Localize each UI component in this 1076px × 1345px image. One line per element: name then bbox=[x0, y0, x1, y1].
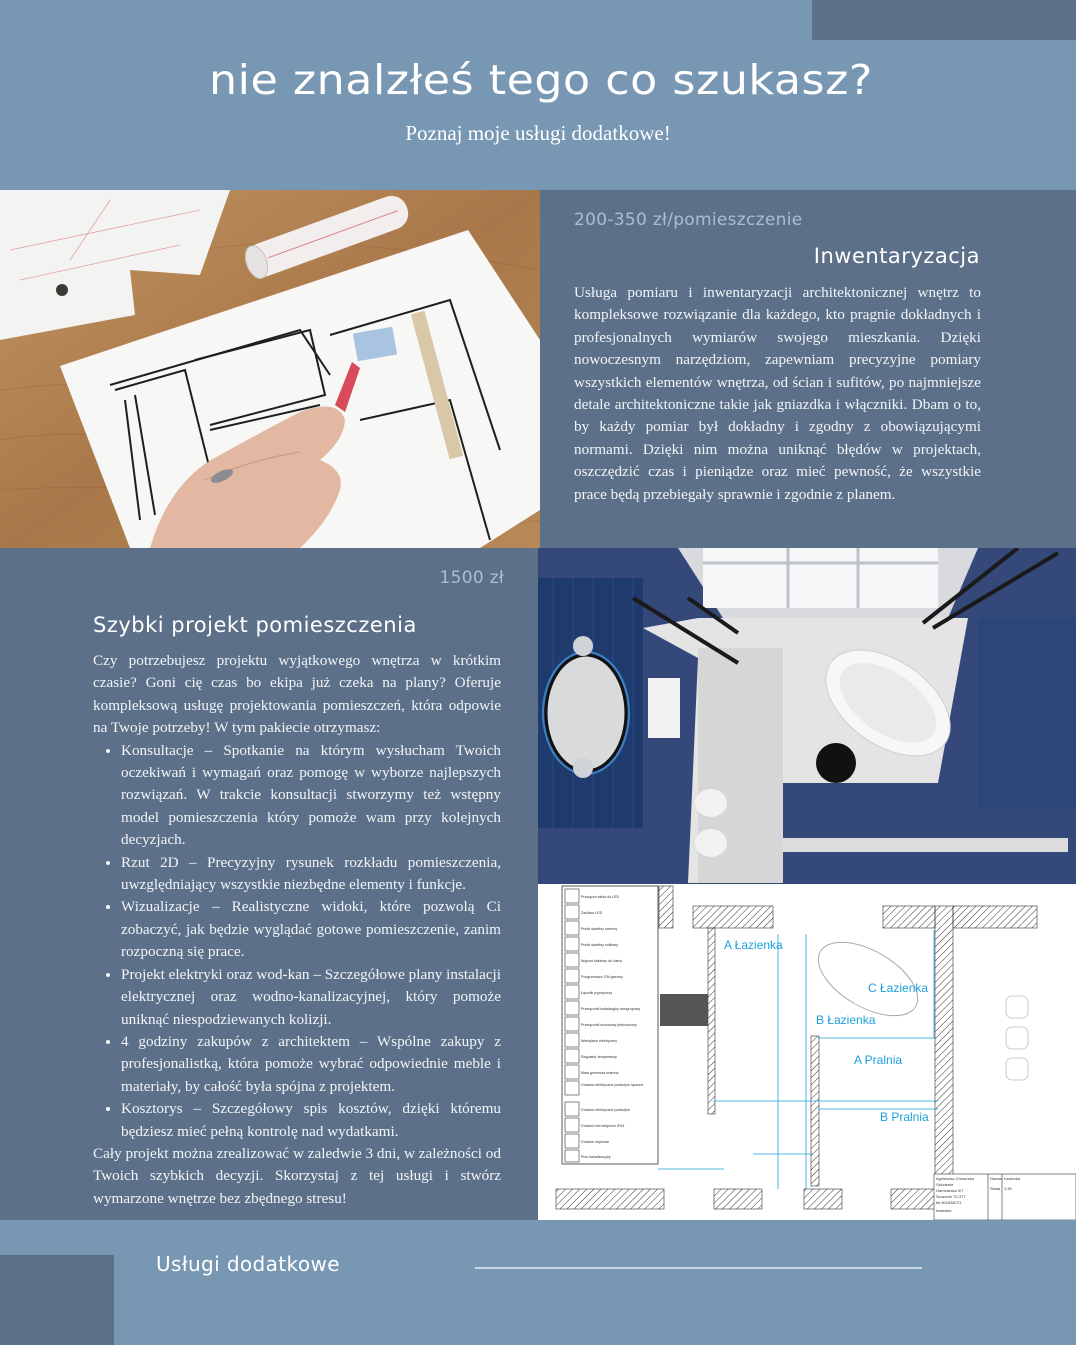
legend-item: Regulator temperatury bbox=[581, 1055, 617, 1059]
page-subtitle: Poznaj moje usługi dodatkowe! bbox=[405, 121, 671, 145]
legend-item: Przełącznik schodowy jednotorowy bbox=[581, 1023, 637, 1027]
legend-item: Gniazdo hermetyczne IP44 bbox=[581, 1124, 625, 1128]
plan-label: A Pralnia bbox=[854, 1053, 903, 1067]
plan-label: B Pralnia bbox=[880, 1110, 929, 1124]
legend-item: Wypust kablowy do lustra bbox=[581, 959, 622, 963]
legend-item: Gniazdo elektryczne podwójne łączone bbox=[581, 1083, 644, 1087]
legend-item: Gniazdo wtykowe bbox=[581, 1140, 610, 1144]
footer-section-label: Usługi dodatkowe bbox=[156, 1252, 340, 1276]
legend-item: Łącznik pojedynczy bbox=[581, 991, 613, 995]
service-price: 200-350 zł/pomieszczenie bbox=[574, 210, 803, 230]
legend-item: Podgrzewacz CW gazowy bbox=[581, 975, 623, 979]
legend-item: Pion kanalizacyjny bbox=[581, 1155, 611, 1159]
page-title: nie znalzłeś tego co szukasz? bbox=[209, 56, 873, 104]
titleblock-value: Łazienka bbox=[1004, 1176, 1021, 1181]
titleblock-label: Nazwa bbox=[990, 1176, 1003, 1181]
technical-floor-plan-image bbox=[538, 884, 1076, 1220]
legend-item: Punkt świetlny ścienny bbox=[581, 927, 618, 931]
legend-item: Przyłącze kabla do LED bbox=[581, 895, 620, 899]
service-outro: Cały projekt można zrealizować w zaledwie 3 dni, w zależności od Twoich szybkich decyzji. Skorzystaj z tej usługi i stwórz wymarzone wnętrze bez zbędnego stresu! bbox=[93, 1144, 501, 1207]
service-intro: Czy potrzebujesz projektu wyjątkowego wnętrza w krótkim czasie? Goni cię czas bo ekipa już czeka na plany? Oferuje kompleksową usługę projektowania pomieszczeń, która odpowie na Twoje potrzeby! W tym pakiecie otrzymasz: bbox=[93, 652, 501, 737]
legend-item: Punkt świetlny sufitowy bbox=[581, 943, 618, 947]
blueprint-drawing-photo bbox=[0, 190, 540, 548]
decorative-block-top-right bbox=[812, 0, 1076, 40]
service-description bbox=[93, 650, 501, 1210]
service-title: Inwentaryzacja bbox=[813, 244, 980, 268]
titleblock-line: Szkolenie bbox=[936, 1182, 954, 1187]
titleblock-line: Inwestor: bbox=[936, 1208, 953, 1213]
legend-item: Zasilacz LED bbox=[581, 911, 603, 915]
list-item: • Konsultacje – Spotkanie na którym wysłucham Twoich oczekiwań i wymagań oraz pomogę w wyborze najlepszych rozwiązań. W trakcie konsultacji stworzymy też wstępny model pomieszczenia który pomoże wam przy kolejnych decyzjach. bbox=[121, 740, 501, 852]
plan-label: A Łazienka bbox=[724, 938, 783, 952]
titleblock-line: Szczecin 70-377 bbox=[936, 1194, 966, 1199]
titleblock-author: Agnieszka Chmurska bbox=[936, 1176, 974, 1181]
decorative-block-bottom-left bbox=[0, 1255, 114, 1345]
plan-label: B Łazienka bbox=[816, 1013, 876, 1027]
service-description: Usługa pomiaru i inwentaryzacji architektonicznej wnętrz to kompleksowe rozwiązanie dla każdego, kto pragnie dokładnych i profesjonalnych wymiarów swojego mieszkania. Dzięki nowoczesnym narzędziom, zapewniam precyzyjne pomiary wszystkich elementów wnętrza, od ścian i sufitów, po najmniejsze detale architektoniczne takie jak gniazdka i włączniki. Dbam o to, by każdy pomiar był dokładny i zgodny z obowiązującymi normami. Dzięki nim można uniknąć błędów w projektach, oszczędzić czas i pieniądze oraz mieć pewność, że wszystkie prace będą przebiegały sprawnie i zgodnie z planem. bbox=[574, 284, 981, 503]
bathroom-visualization-image bbox=[538, 548, 1076, 884]
service-price: 1500 zł bbox=[439, 568, 504, 588]
legend-item: Mata grzewcza ścienna bbox=[581, 1071, 619, 1075]
service-includes-list bbox=[93, 740, 501, 1143]
list-item: • Rzut 2D – Precyzyjny rysunek rozkładu pomieszczenia, uwzględniający wszystkie niezbędne elementy i funkcje. bbox=[121, 852, 501, 897]
list-item: • 4 godziny zakupów z architektem – Wspólne zakupy z profesjonalistką, która pomoże wybrać odpowiednie meble i materiały, by całość była spójna z projektem. bbox=[121, 1031, 501, 1098]
list-item: • Projekt elektryki oraz wod-kan – Szczegółowe plany instalacji elektrycznej oraz wodno-kanalizacyjnej, który pomoże uniknąć niespodziewanych kolizji. bbox=[121, 964, 501, 1031]
footer-divider bbox=[475, 1267, 922, 1269]
plan-label: C Łazienka bbox=[868, 981, 929, 995]
legend-item: Przełącznik instalacyjny dwugrupowy bbox=[581, 1007, 641, 1011]
legend-item: Gniazdo elektryczne podwójne bbox=[581, 1108, 630, 1112]
titleblock-value: 1:30 bbox=[1004, 1186, 1012, 1191]
list-item: • Wizualizacje – Realistyczne widoki, które pozwolą Ci zobaczyć, jak będzie wyglądać gotowe pomieszczenie, zanim rozpoczną się prace. bbox=[121, 896, 501, 963]
titleblock-label: Skala bbox=[990, 1186, 1001, 1191]
titleblock-line: tel.501638721 bbox=[936, 1200, 962, 1205]
titleblock-line: Garncarska 3/7 bbox=[936, 1188, 964, 1193]
footer bbox=[0, 1220, 1076, 1345]
service-title: Szybki projekt pomieszczenia bbox=[93, 613, 417, 637]
list-item: • Kosztorys – Szczegółowy spis kosztów, dzięki któremu będziesz mieć pełną kontrolę nad wydatkami. bbox=[121, 1098, 501, 1143]
legend-item: Wentylator elektryczny bbox=[581, 1039, 618, 1043]
